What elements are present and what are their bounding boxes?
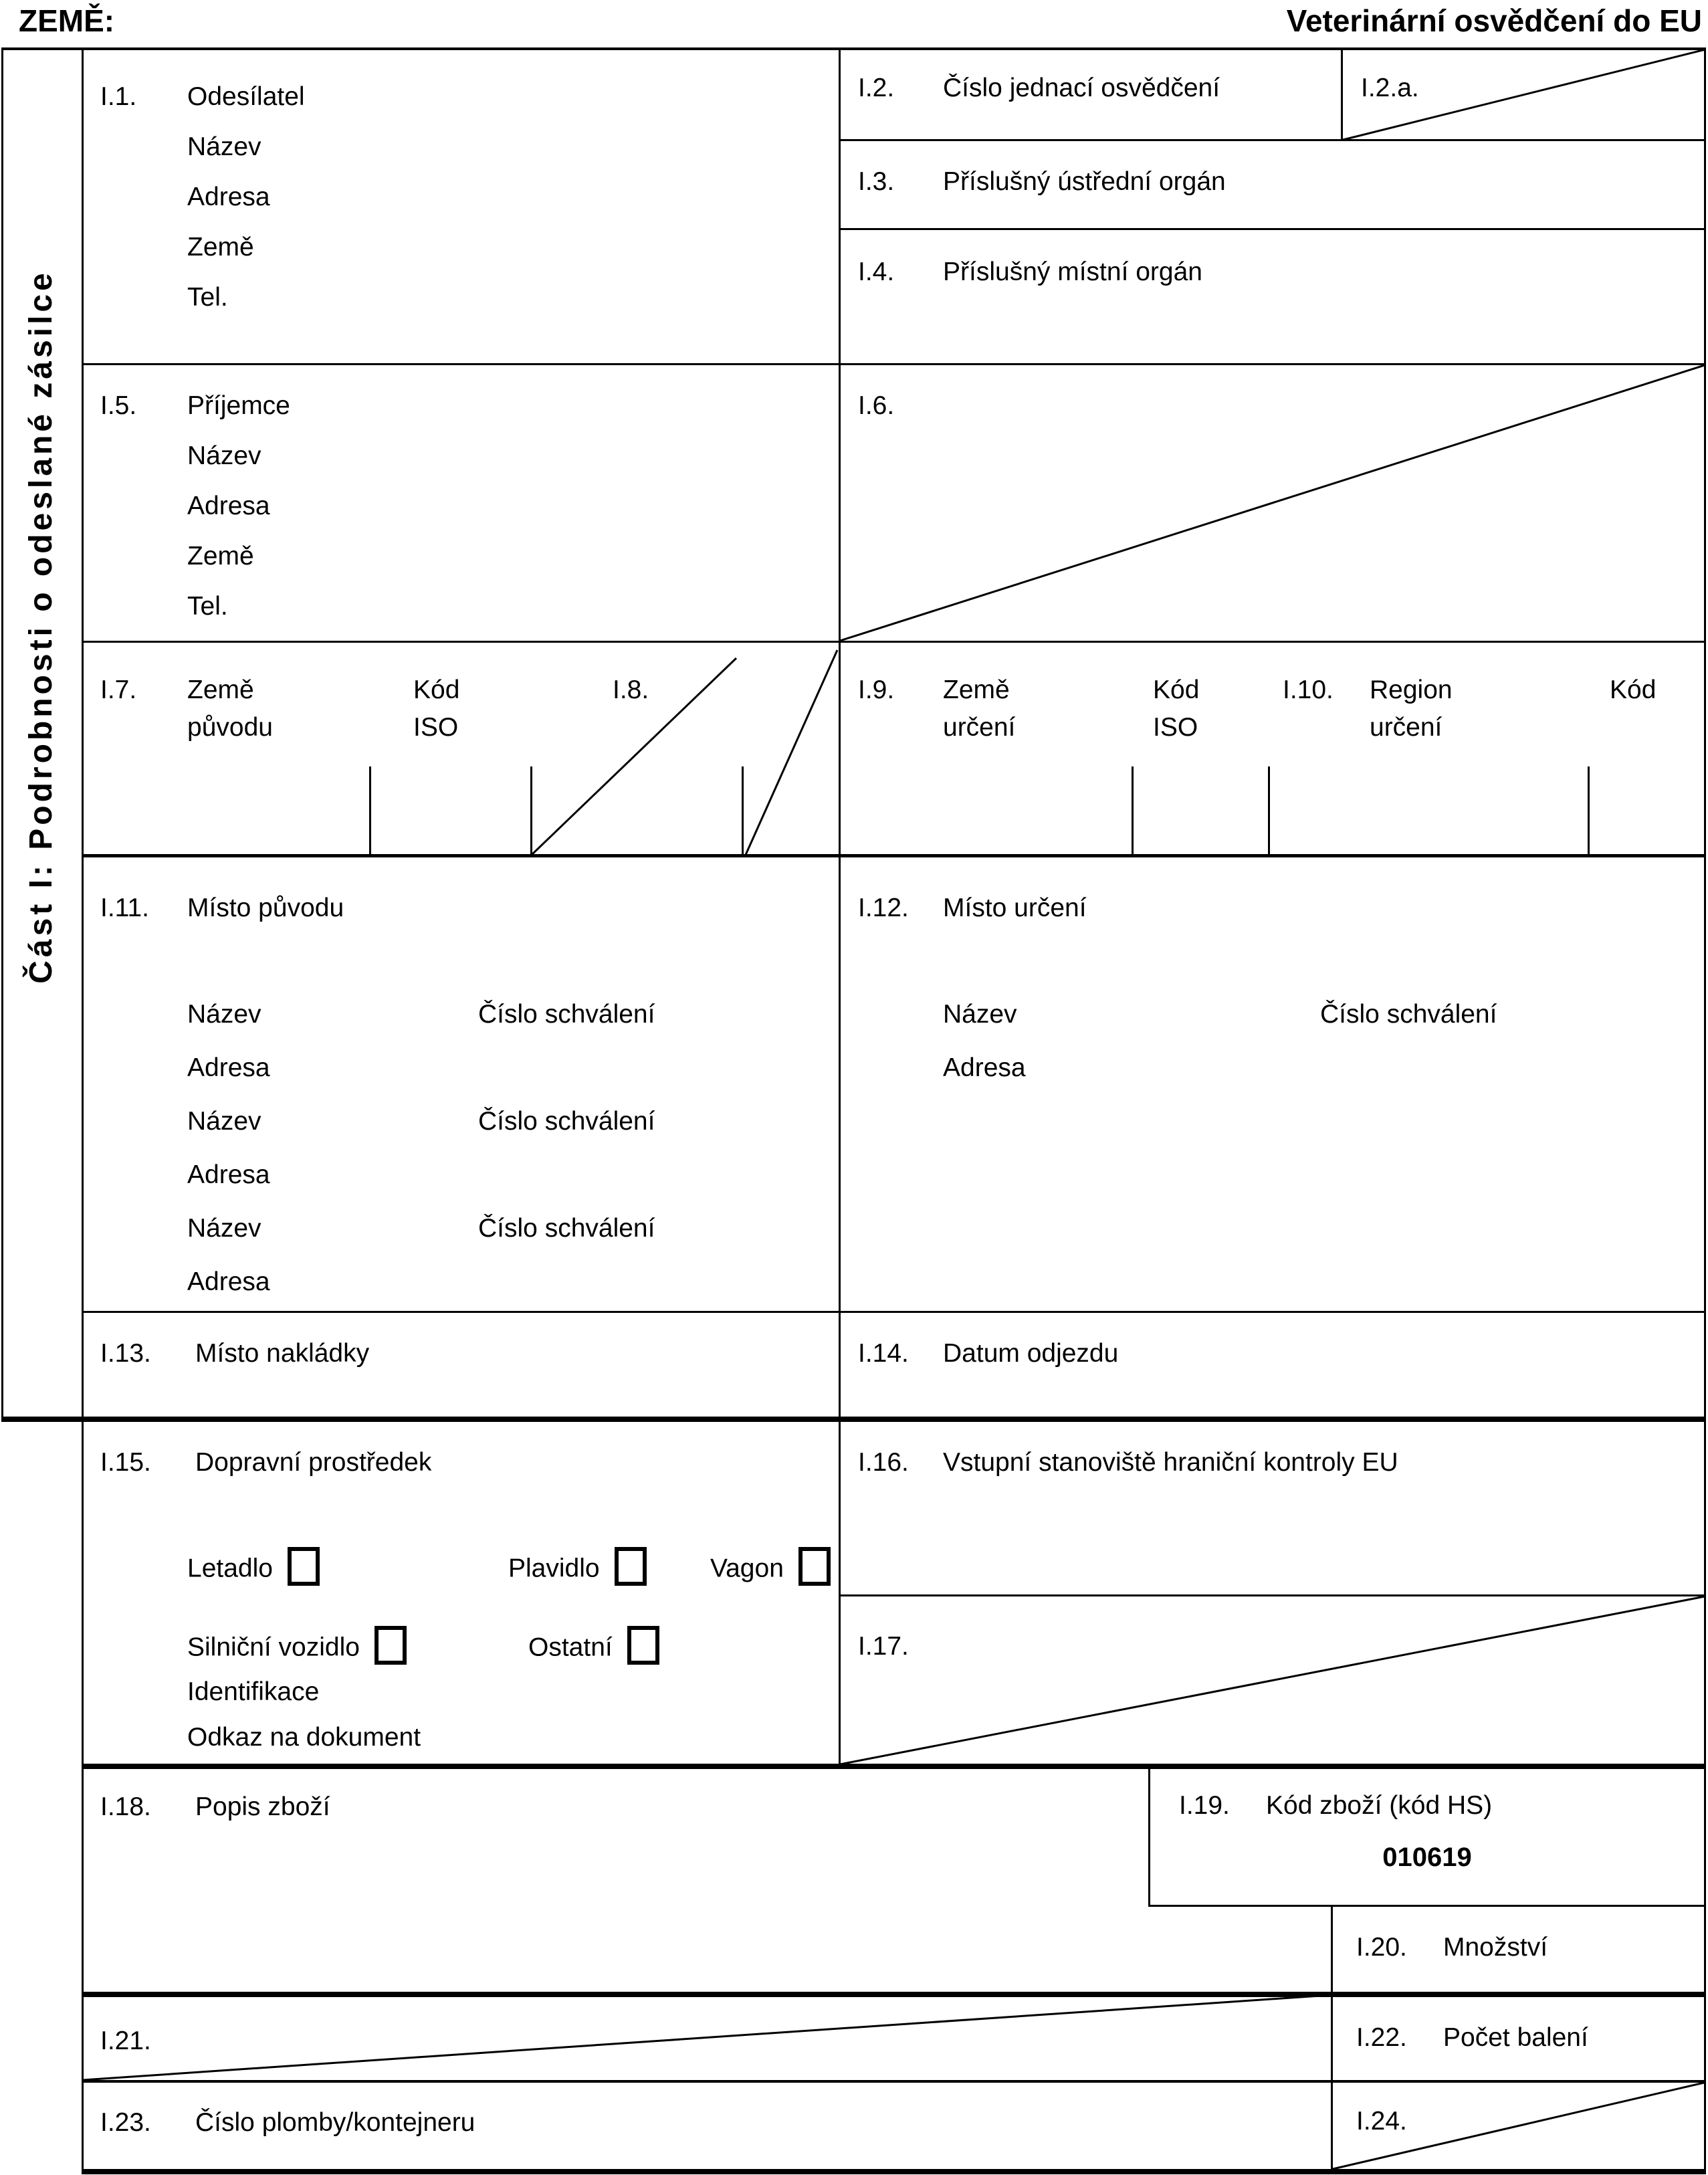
i11-address-label-3: Adresa <box>187 1267 270 1296</box>
field-number-i13: I.13. <box>100 1339 151 1368</box>
i10-region-line1: Region <box>1370 676 1453 704</box>
transport-option-road-vehicle <box>187 1629 407 1668</box>
field-title-i22: Počet balení <box>1443 2023 1588 2052</box>
field-number-i20: I.20. <box>1356 1933 1407 1962</box>
i9-iso-line2: ISO <box>1153 713 1198 742</box>
field-title-i4: Příslušný místní orgán <box>943 257 1202 286</box>
field-number-i23: I.23. <box>100 2108 151 2137</box>
field-number-i6: I.6. <box>858 391 895 420</box>
field-title-i16: Vstupní stanoviště hraniční kontroly EU <box>943 1448 1398 1477</box>
field-number-i5: I.5. <box>100 391 137 420</box>
plane-label: Letadlo <box>187 1554 273 1583</box>
field-number-i8: I.8. <box>613 676 649 704</box>
i5-name-label: Název <box>187 441 261 470</box>
country-header-label: ZEMĚ: <box>19 3 115 38</box>
field-number-i11: I.11. <box>100 894 149 922</box>
field-number-i10: I.10. <box>1283 676 1333 704</box>
field-number-i4: I.4. <box>858 257 895 286</box>
field-number-i18: I.18. <box>100 1792 151 1821</box>
field-number-i19: I.19. <box>1179 1791 1230 1820</box>
field-title-i1: Odesílatel <box>187 82 305 111</box>
other-checkbox[interactable] <box>627 1626 659 1665</box>
field-number-i12: I.12. <box>858 894 909 922</box>
i7-country-line2: původu <box>187 713 273 742</box>
field-number-i22: I.22. <box>1356 2023 1407 2052</box>
field-number-i9: I.9. <box>858 676 895 704</box>
plane-checkbox[interactable] <box>288 1547 320 1586</box>
diagonal-i21 <box>83 1995 1330 2080</box>
field-title-i15: Dopravní prostředek <box>195 1448 432 1477</box>
i5-address-label: Adresa <box>187 492 270 520</box>
i11-approval-label-3: Číslo schválení <box>478 1214 655 1243</box>
field-number-i2a: I.2.a. <box>1361 74 1419 102</box>
i11-address-label-2: Adresa <box>187 1160 270 1189</box>
i7-iso-line2: ISO <box>413 713 459 742</box>
i11-approval-label-1: Číslo schválení <box>478 1000 655 1029</box>
field-number-i3: I.3. <box>858 167 895 196</box>
ship-checkbox[interactable] <box>615 1547 647 1586</box>
field-number-i16: I.16. <box>858 1448 909 1477</box>
wagon-label: Vagon <box>710 1554 784 1583</box>
transport-option-ship <box>508 1550 647 1589</box>
i10-code-label: Kód <box>1610 676 1657 704</box>
field-title-i11: Místo původu <box>187 894 344 922</box>
ship-label: Plavidlo <box>508 1554 600 1583</box>
i11-name-label-3: Název <box>187 1214 261 1243</box>
field-title-i5: Příjemce <box>187 391 290 420</box>
i12-approval-label: Číslo schválení <box>1320 1000 1497 1029</box>
i5-tel-label: Tel. <box>187 592 228 621</box>
i9-country-line2: určení <box>943 713 1016 742</box>
i1-address-label: Adresa <box>187 183 270 211</box>
field-title-i3: Příslušný ústřední orgán <box>943 167 1226 196</box>
i15-identification-label: Identifikace <box>187 1677 320 1706</box>
transport-option-plane <box>187 1550 320 1589</box>
field-title-i12: Místo určení <box>943 894 1087 922</box>
i12-name-label: Název <box>943 1000 1017 1029</box>
transport-option-wagon <box>710 1550 831 1589</box>
i12-address-label: Adresa <box>943 1053 1026 1082</box>
diagonal-i8-right <box>746 650 837 855</box>
i11-address-label-1: Adresa <box>187 1053 270 1082</box>
i11-name-label-2: Název <box>187 1107 261 1136</box>
form-title: Veterinární osvědčení do EU <box>1286 3 1702 38</box>
diagonal-i6 <box>840 365 1705 641</box>
i7-iso-line1: Kód <box>413 676 460 704</box>
i9-iso-line1: Kód <box>1153 676 1200 704</box>
transport-option-other <box>528 1629 659 1668</box>
i7-country-line1: Země <box>187 676 254 704</box>
field-title-i14: Datum odjezdu <box>943 1339 1119 1368</box>
diagonal-i17 <box>840 1596 1705 1764</box>
field-number-i14: I.14. <box>858 1339 909 1368</box>
road-vehicle-checkbox[interactable] <box>375 1626 407 1665</box>
field-number-i24: I.24. <box>1356 2107 1407 2136</box>
wagon-checkbox[interactable] <box>798 1547 831 1586</box>
field-number-i17: I.17. <box>858 1632 909 1661</box>
i10-region-line2: určení <box>1370 713 1443 742</box>
i11-name-label-1: Název <box>187 1000 261 1029</box>
field-title-i20: Množství <box>1443 1933 1548 1962</box>
i1-tel-label: Tel. <box>187 283 228 312</box>
field-title-i13: Místo nakládky <box>195 1339 370 1368</box>
field-number-i1: I.1. <box>100 82 137 111</box>
field-number-i15: I.15. <box>100 1448 151 1477</box>
field-number-i7: I.7. <box>100 676 137 704</box>
i1-country-label: Země <box>187 233 254 262</box>
field-title-i18: Popis zboží <box>195 1792 330 1821</box>
road-vehicle-label: Silniční vozidlo <box>187 1633 360 1662</box>
field-title-i19: Kód zboží (kód HS) <box>1266 1791 1493 1820</box>
i11-approval-label-2: Číslo schválení <box>478 1107 655 1136</box>
field-number-i2: I.2. <box>858 74 895 102</box>
field-title-i2: Číslo jednací osvědčení <box>943 74 1220 102</box>
part-one-side-label: Část I: Podrobnosti o odeslané zásilce <box>23 270 60 984</box>
i19-hs-code-value: 010619 <box>1382 1843 1472 1872</box>
i9-country-line1: Země <box>943 676 1010 704</box>
i15-document-reference-label: Odkaz na dokument <box>187 1723 421 1752</box>
field-number-i21: I.21. <box>100 2027 151 2055</box>
field-title-i23: Číslo plomby/kontejneru <box>195 2108 475 2137</box>
i1-name-label: Název <box>187 132 261 161</box>
i5-country-label: Země <box>187 542 254 571</box>
other-label: Ostatní <box>528 1633 613 1662</box>
